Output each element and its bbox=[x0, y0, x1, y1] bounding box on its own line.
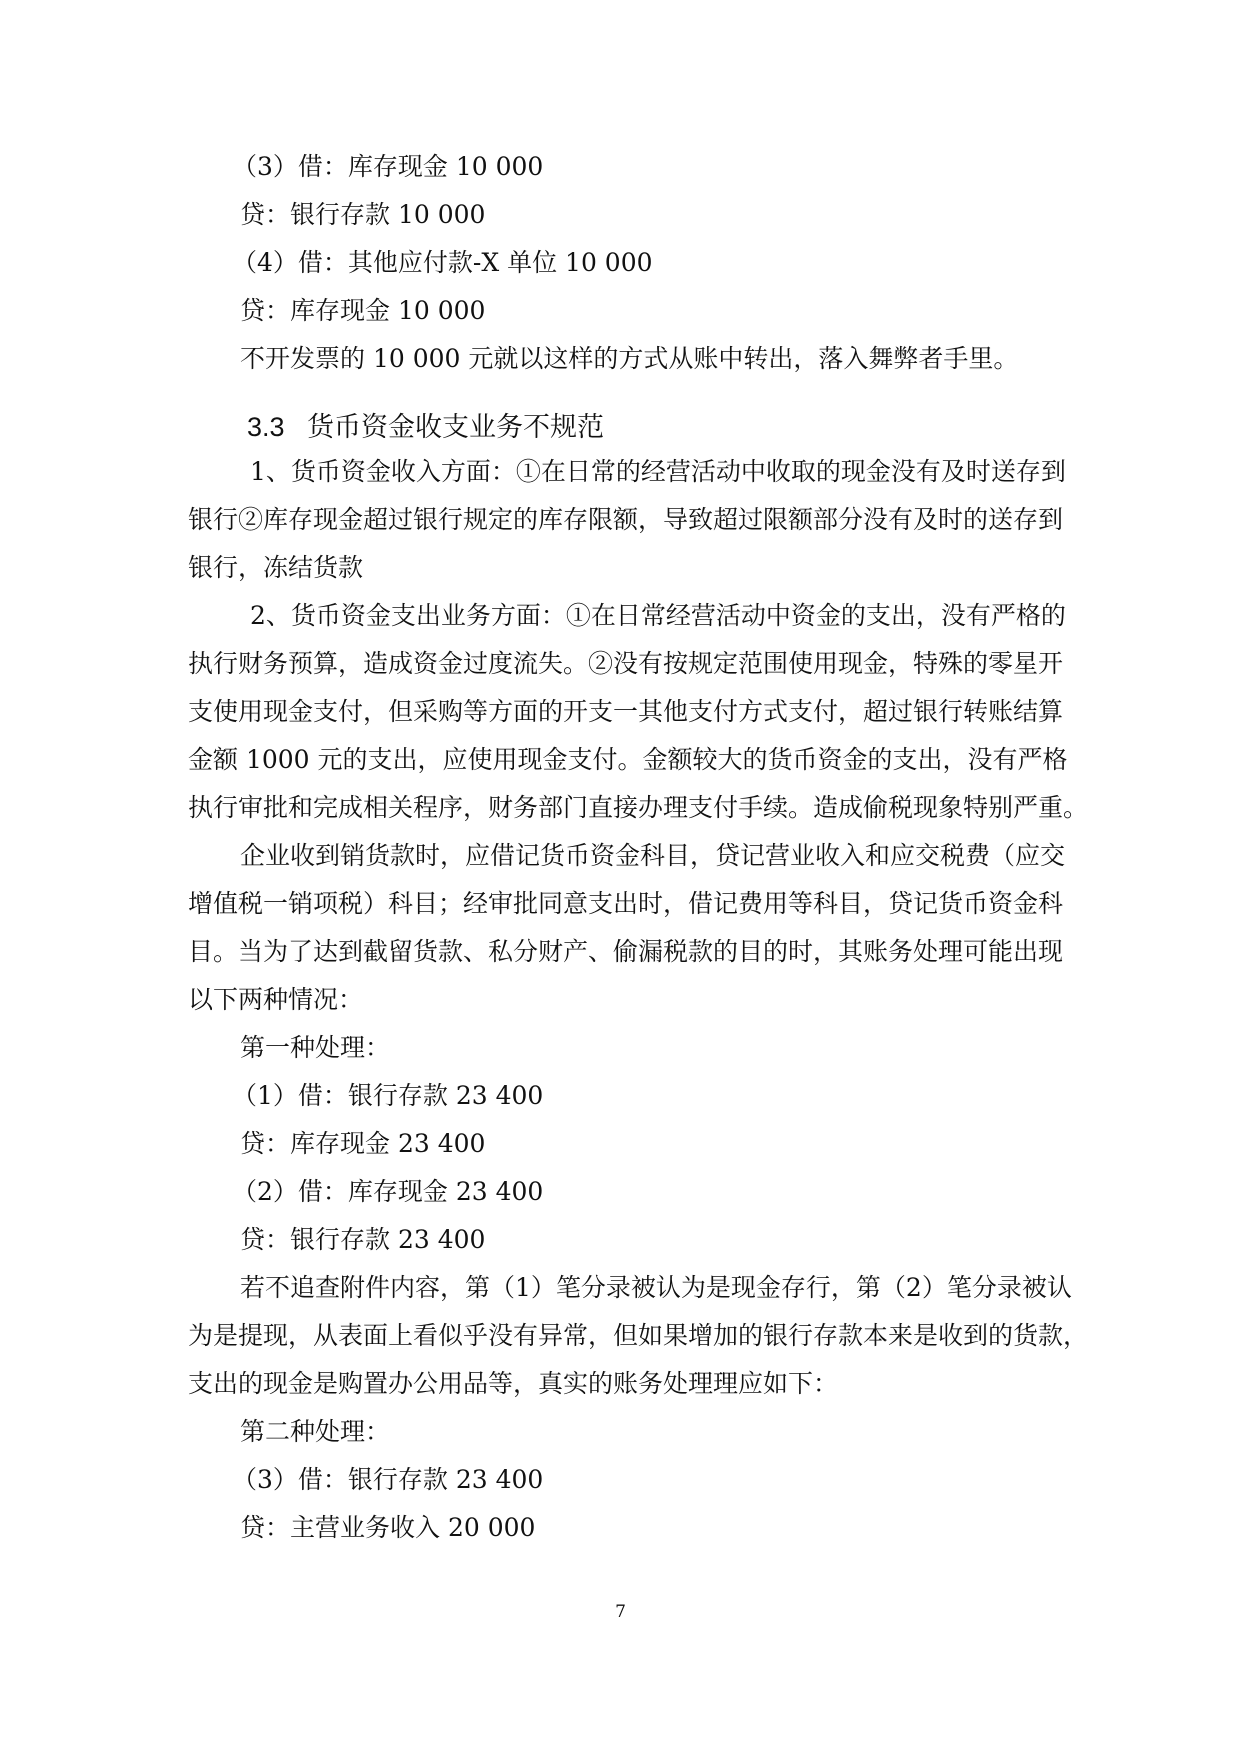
body-line: 不开发票的 10 000 元就以这样的方式从账中转出，落入舞弊者手里。 bbox=[240, 344, 1019, 373]
paragraph-line: 执行财务预算，造成资金过度流失。②没有按规定范围使用现金，特殊的零星开 bbox=[188, 649, 1064, 678]
paragraph-line: 若不追查附件内容，第（1）笔分录被认为是现金存行，第（2）笔分录被认 bbox=[240, 1273, 1072, 1302]
paragraph-line: 支出的现金是购置办公用品等，真实的账务处理理应如下： bbox=[188, 1369, 839, 1398]
paragraph-line: 银行②库存现金超过银行规定的库存限额，导致超过限额部分没有及时的送存到 bbox=[188, 505, 1064, 534]
paragraph-line: 企业收到销货款时，应借记货币资金科目，贷记营业收入和应交税费（应交 bbox=[240, 841, 1066, 870]
case-title: 第一种处理： bbox=[240, 1033, 391, 1062]
entry-line: 贷：主营业务收入 20 000 bbox=[240, 1513, 536, 1542]
entry-line: （3）借：库存现金 10 000 bbox=[232, 152, 544, 181]
entry-line: （2）借：库存现金 23 400 bbox=[232, 1177, 544, 1206]
section-title: 货币资金收支业务不规范 bbox=[307, 412, 604, 443]
paragraph-line: 2、货币资金支出业务方面：①在日常经营活动中资金的支出，没有严格的 bbox=[250, 601, 1066, 630]
paragraph-line: 为是提现，从表面上看似乎没有异常，但如果增加的银行存款本来是收到的货款， bbox=[188, 1321, 1089, 1350]
paragraph-line: 支使用现金支付，但采购等方面的开支一其他支付方式支付，超过银行转账结算 bbox=[188, 697, 1064, 726]
entry-line: 贷：银行存款 10 000 bbox=[240, 200, 486, 229]
paragraph-line: 银行，冻结货款 bbox=[188, 553, 364, 582]
entry-line: 贷：银行存款 23 400 bbox=[240, 1225, 486, 1254]
entry-line: （1）借：银行存款 23 400 bbox=[232, 1081, 544, 1110]
paragraph-line: 金额 1000 元的支出，应使用现金支付。金额较大的货币资金的支出，没有严格 bbox=[188, 745, 1068, 774]
page-number: 7 bbox=[615, 1602, 626, 1622]
paragraph-line: 增值税一销项税）科目；经审批同意支出时，借记费用等科目，贷记货币资金科 bbox=[188, 889, 1064, 918]
paragraph-line: 1、货币资金收入方面：①在日常的经营活动中收取的现金没有及时送存到 bbox=[250, 457, 1066, 486]
paragraph-line: 执行审批和完成相关程序，财务部门直接办理支付手续。造成偷税现象特别严重。 bbox=[188, 793, 1089, 822]
case-title: 第二种处理： bbox=[240, 1417, 391, 1446]
paragraph-line: 以下两种情况： bbox=[188, 985, 364, 1014]
section-number: 3.3 bbox=[247, 412, 285, 442]
entry-line: 贷：库存现金 10 000 bbox=[240, 296, 486, 325]
entry-line: 贷：库存现金 23 400 bbox=[240, 1129, 486, 1158]
section-heading bbox=[247, 409, 604, 446]
entry-line: （4）借：其他应付款-X 单位 10 000 bbox=[232, 248, 653, 277]
entry-line: （3）借：银行存款 23 400 bbox=[232, 1465, 544, 1494]
paragraph-line: 目。当为了达到截留货款、私分财产、偷漏税款的目的时，其账务处理可能出现 bbox=[188, 937, 1064, 966]
